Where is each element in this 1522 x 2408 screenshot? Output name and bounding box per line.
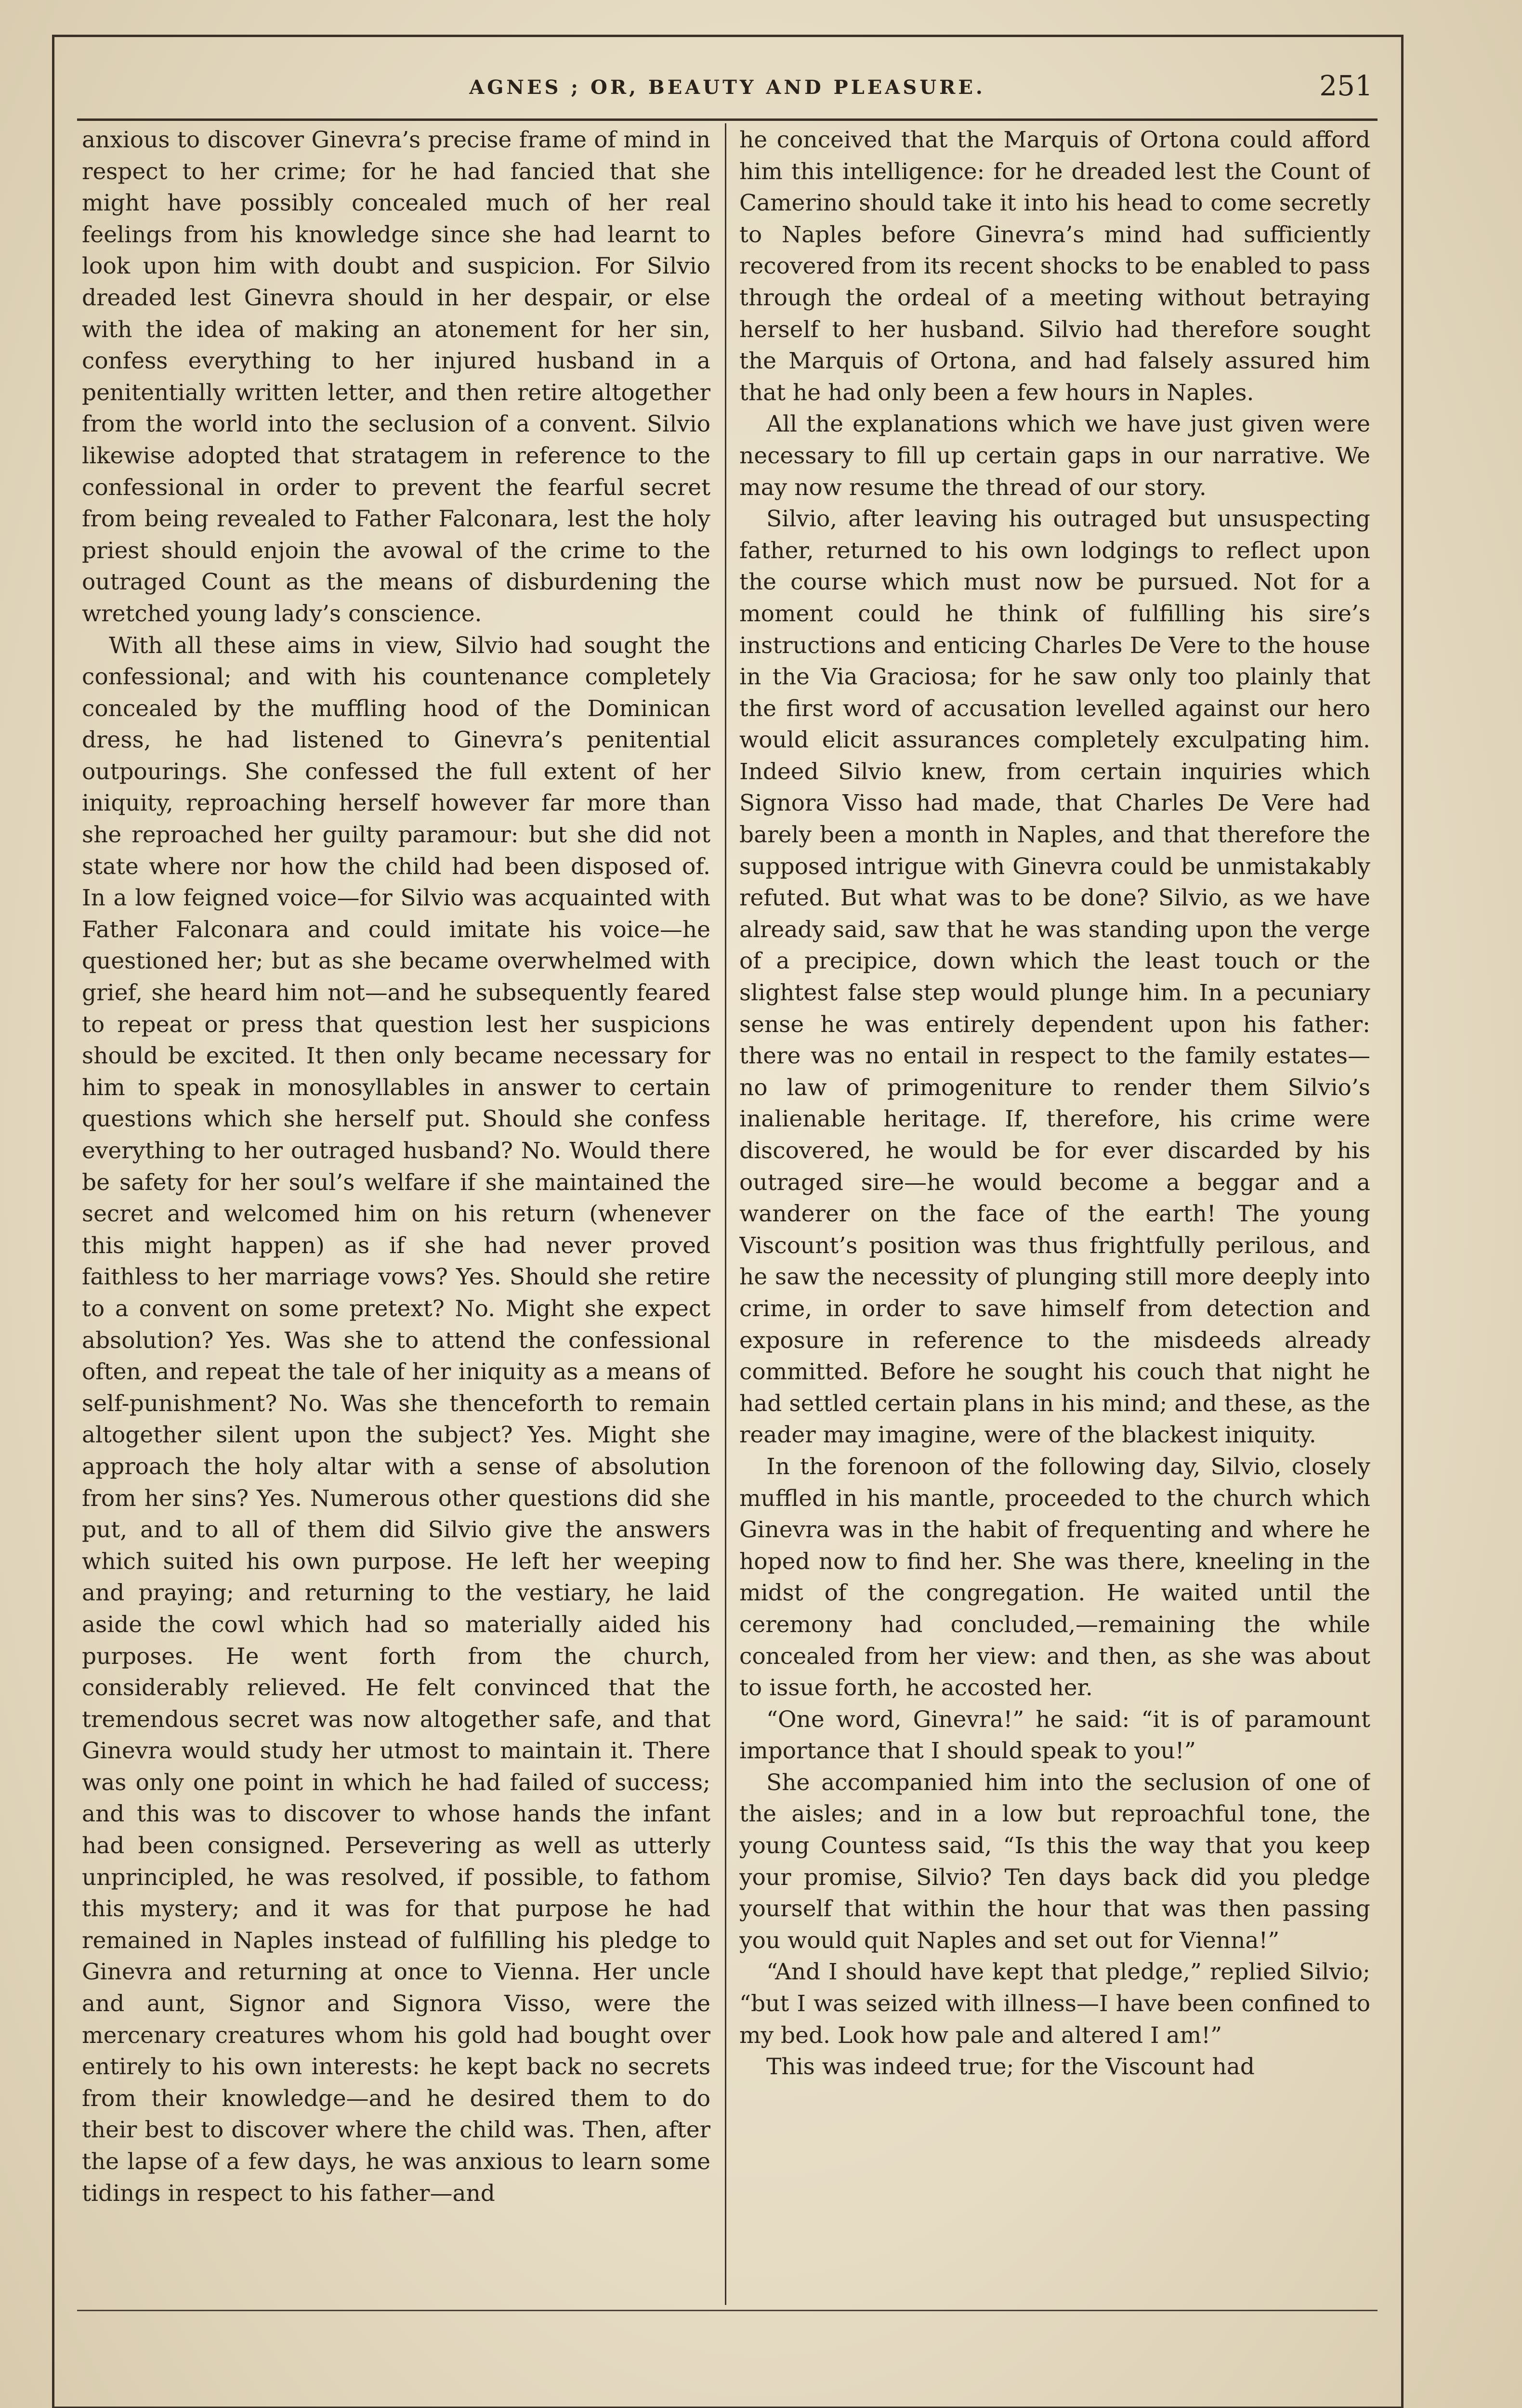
running-title: AGNES ; OR, BEAUTY AND PLEASURE. [469,76,985,99]
column-divider [725,123,726,2305]
left-column [82,124,710,2301]
page-number: 251 [1319,69,1373,102]
paragraph: anxious to discover Ginevra’s precise frame of mind in respect to her crime; for he had fancied that she might have possibly concealed much of her real feelings from his knowledge since she had learnt to look upon him with doubt and suspicion. For Silvio dreaded lest Ginevra should in her despair, or else with the idea of making an atonement for her sin, confess everything to her injured husband in a penitentially written letter, and then retire altogether from the world into the seclusion of a convent. Silvio likewise adopted that stratagem in reference to the confessional in order to prevent the fearful secret from being revealed to Father Falconara, lest the holy priest should enjoin the avowal of the crime to the outraged Count as the means of disburdening the wretched young lady’s conscience. [82,127,710,627]
right-column [739,124,1370,2301]
page-header [77,67,1378,120]
footer-rule [77,2310,1378,2311]
paragraph: Silvio, after leaving his outraged but unsuspecting father, returned to his own lodgings to reflect upon the course which must now be pursued. Not for a moment could he think of fulfilling his sire’s instructions and enticing Charles De Vere to the house in the Via Graciosa; for he saw only too plainly that the first word of accusation levelled against our hero would elicit assurances completely exculpating him. Indeed Silvio knew, from certain inquiries which Signora Visso had made, that Charles De Vere had barely been a month in Naples, and that therefore the supposed intrigue with Ginevra could be unmistakably refuted. But what was to be done? Silvio, as we have already said, saw that he was standing upon the verge of a precipice, down which the least touch or the slightest false step would plunge him. In a pecuniary sense he was entirely dependent upon his father: there was no entail in respect to the family estates—no law of primogeniture to render them Silvio’s inalienable heritage. If, therefore, his crime were discovered, he would be for ever discarded by his outraged sire—he would become a beggar and a wanderer on the face of the earth! The young Viscount’s position was thus frightfully perilous, and he saw the necessity of plunging still more deeply into crime, in order to save himself from detection and exposure in reference to the misdeeds already committed. Before he sought his couch that night he had settled certain plans in his mind; and these, as the reader may imagine, were of the blackest iniquity. [739,506,1370,1449]
paragraph: All the explanations which we have just given were necessary to fill up certain gaps in our narrative. We may now resume the thread of our story. [739,411,1370,501]
paragraph: With all these aims in view, Silvio had sought the confessional; and with his countenance completely concealed by the muffling hood of the Dominican dress, he had listened to Ginevra’s penitential outpourings. She confessed the full extent of her iniquity, reproaching herself however far more than she reproached her guilty paramour: but she did not state where nor how the child had been disposed of. In a low feigned voice—for Silvio was acquainted with Father Falconara and could imitate his voice—he questioned her; but as she became overwhelmed with grief, she heard him not—and he subsequently feared to repeat or press that question lest her suspicions should be excited. It then only became necessary for him to speak in monosyllables in answer to certain questions which she herself put. Should she confess everything to her outraged husband? No. Would there be safety for her soul’s welfare if she maintained the secret and welcomed him on his return (whenever this might happen) as if she had never proved faithless to her marriage vows? Yes. Should she retire to a convent on some pretext? No. Might she expect absolution? Yes. Was she to attend the confessional often, and repeat the tale of her iniquity as a means of self-punishment? No. Was she thenceforth to remain altogether silent upon the subject? Yes. Might she approach the holy altar with a sense of absolution from her sins? Yes. Numerous other questions did she put, and to all of them did Silvio give the answers which suited his own purpose. He left her weeping and praying; and returning to the vestiary, he laid aside the cowl which had so materially aided his purposes. He went forth from the church, considerably relieved. He felt convinced that the tremendous secret was now altogether safe, and that Ginevra would study her utmost to maintain it. There was only one point in which he had failed of success; and this was to discover to whose hands the infant had been consigned. Persevering as well as utterly unprincipled, he was resolved, if possible, to fathom this mystery; and it was for that purpose he had remained in Naples instead of fulfilling his pledge to Ginevra and returning at once to Vienna. Her uncle and aunt, Signor and Signora Visso, were the mercenary creatures whom his gold had bought over entirely to his own interests: he kept back no secrets from their knowledge—and he desired them to do their best to discover where the child was. Then, after the lapse of a few days, he was anxious to learn some tidings in respect to his father—and [82,632,710,2207]
paragraph: “And I should have kept that pledge,” replied Silvio; “but I was seized with illness—I have been confined to my bed. Look how pale and altered I am!” [739,1959,1370,2049]
header-rule [77,118,1378,121]
paragraph: he conceived that the Marquis of Ortona could afford him this intelligence: for he dreaded lest the Count of Camerino should take it into his head to come secretly to Naples before Ginevra’s mind had sufficiently recovered from its recent shocks to be enabled to pass through the ordeal of a meeting without betraying herself to her husband. Silvio had therefore sought the Marquis of Ortona, and had falsely assured him that he had only been a few hours in Naples. [739,127,1370,406]
paragraph: In the forenoon of the following day, Silvio, closely muffled in his mantle, proceeded to the church which Ginevra was in the habit of frequenting and where he hoped now to find her. She was there, kneeling in the midst of the congregation. He waited until the ceremony had concluded,—remaining the while concealed from her view: and then, as she was about to issue forth, he accosted her. [739,1453,1370,1701]
paragraph: This was indeed true; for the Viscount had [766,2054,1255,2081]
paragraph: “One word, Ginevra!” he said: “it is of paramount importance that I should speak to you!” [739,1706,1370,1765]
paragraph: She accompanied him into the seclusion of one of the aisles; and in a low but reproachful tone, the young Countess said, “Is this the way that you keep your promise, Silvio? Ten days back did you pledge yourself that within the hour that was then passing you would quit Naples and set out for Vienna!” [739,1769,1370,1954]
